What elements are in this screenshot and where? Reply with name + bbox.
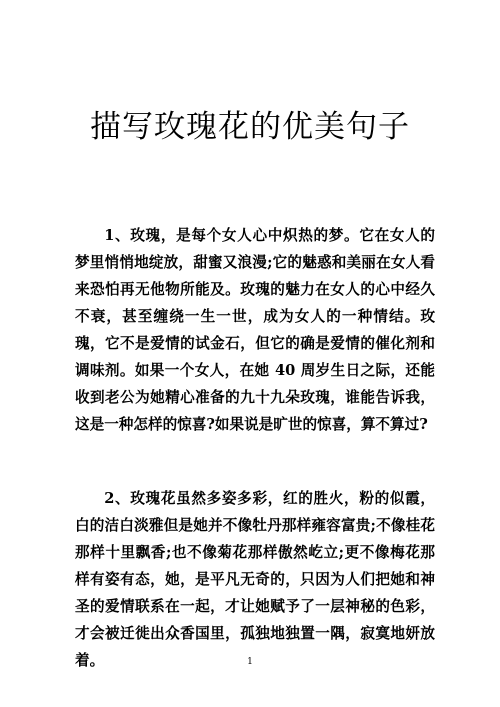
page-number: 1 <box>247 657 253 667</box>
page-title: 描写玫瑰花的优美句子 <box>90 108 410 145</box>
paragraph-1: 1、玫瑰，是每个女人心中炽热的梦。它在女人的梦里悄悄地绽放，甜蜜又浪漫;它的魅惑和美丽在女人看来恐怕再无他物所能及。玫瑰的魅力在女人的心中经久不衰，甚至缠绕一生一世，成为女人的一种情结。玫瑰，它不是爱情的试金石，但它的确是爱情的催化剂和调味剂。如果一个女人，在她 40 周岁生日之际，还能收到老公为她精心准备的九十九朵玫瑰，谁能告诉我，这是一种怎样的惊喜?如果说是旷世的惊喜，算不算过? <box>75 227 435 433</box>
paragraph-2: 2、玫瑰花虽然多姿多彩，红的胜火，粉的似霞，白的洁白淡雅但是她并不像牡丹那样雍容富贵;不像桂花那样十里飘香;也不像菊花那样傲然屹立;更不像梅花那样有姿有态，她，是平凡无奇的，只因为人们把她和神圣的爱情联系在一起，才让她赋予了一层神秘的色彩，才会被迁徙出众香国里，孤独地独置一隅，寂寞地妍放着。 <box>75 490 435 669</box>
